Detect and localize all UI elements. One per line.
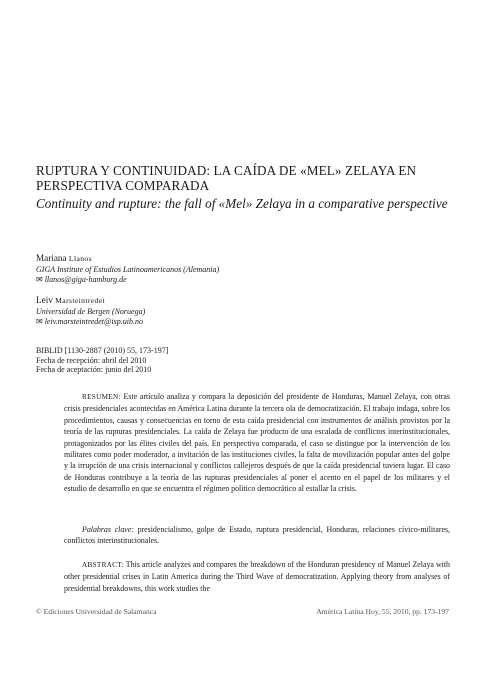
resumen-text: Este artículo analiza y compara la deposición del presidente de Honduras, Manuel Zelaya, con otras crisis presidenciales acontecidas en América Latina durante la tercera ola de democratización. El trabajo indaga, sobre los procedimientos, causas y consecuencias en torno de esta caída presidencial con instrumentos de análisis provistos por la teoría de las rupturas presidenciales. La caída de Zelaya fue producto de una escalada de conflictos interinstitucionales, protagonizados por las élites civiles del país. En perspectiva comparada, el caso se distingue por la intervención de los militares como poder moderador, a invitación de las instituciones civiles, la falta de movilización popular antes del golpe y la irrupción de una crisis internacional y conflictos callejeros después de que la caída presidencial tuviera lugar. El caso de Honduras contribuye a la teoría de las rupturas presidenciales al poner el acento en el papel de los militares y el estudio de desarrollo en que se encuentra el régimen político democrático al estallar la crisis. — [64, 392, 450, 494]
publication-metadata — [36, 346, 336, 375]
abstract-text: This article analyzes and compares the breakdown of the Honduran presidency of Manuel Zelaya with other presidential crises in Latin America during the Third Wave of democratization. Applying theory from analyses of presidential breakdowns, this work studies the — [64, 560, 450, 593]
keywords-label: Palabras clave: — [82, 525, 134, 534]
footer-publisher: © Ediciones Universidad de Salamanca — [36, 607, 157, 616]
resumen-paragraph — [64, 391, 450, 495]
author-email-line — [36, 317, 336, 327]
footer-citation: América Latina Hoy, 55, 2010, pp. 173-197 — [316, 607, 449, 616]
author-email[interactable]: llanos@giga-hamburg.de — [44, 275, 127, 284]
envelope-icon: ✉ — [36, 275, 43, 284]
abstract-label: ABSTRACT: — [82, 561, 124, 569]
keywords-paragraph — [64, 524, 450, 547]
article-title-spanish: RUPTURA Y CONTINUIDAD: LA CAÍDA DE «MEL» ZELAYA EN PERSPECTIVA COMPARADA — [36, 163, 417, 193]
author-last-name: Marsteintredet — [55, 296, 106, 305]
received-date: Fecha de recepción: abril del 2010 — [36, 355, 147, 365]
author-first-name: Leiv — [36, 295, 53, 305]
abstract-paragraph — [64, 559, 450, 594]
author-email-line — [36, 275, 336, 285]
envelope-icon: ✉ — [36, 317, 43, 326]
author-last-name: Llanos — [68, 254, 92, 263]
author-block-2 — [36, 294, 336, 327]
resumen-label: RESUMEN: — [82, 393, 121, 401]
accepted-date: Fecha de aceptación: junio del 2010 — [36, 365, 152, 375]
keywords-text: presidencialismo, golpe de Estado, ruptura presidencial, Honduras, relaciones cívico-militares, conflictos interinstitucionales. — [64, 525, 450, 546]
author-affiliation: Universidad de Bergen (Noruega) — [36, 307, 146, 316]
author-email[interactable]: leiv.marsteintredet@isp.uib.no — [44, 317, 143, 326]
author-name — [36, 252, 336, 265]
article-title-english: Continuity and rupture: the fall of «Mel» Zelaya in a comparative perspective — [36, 196, 448, 211]
author-affiliation: GIGA Institute of Estudios Latinoamericanos (Alemania) — [36, 265, 220, 274]
author-block-1 — [36, 252, 336, 285]
author-first-name: Mariana — [36, 253, 67, 263]
biblid-line: BIBLID [1130-2887 (2010) 55, 173-197] — [36, 346, 169, 355]
author-name — [36, 294, 336, 307]
